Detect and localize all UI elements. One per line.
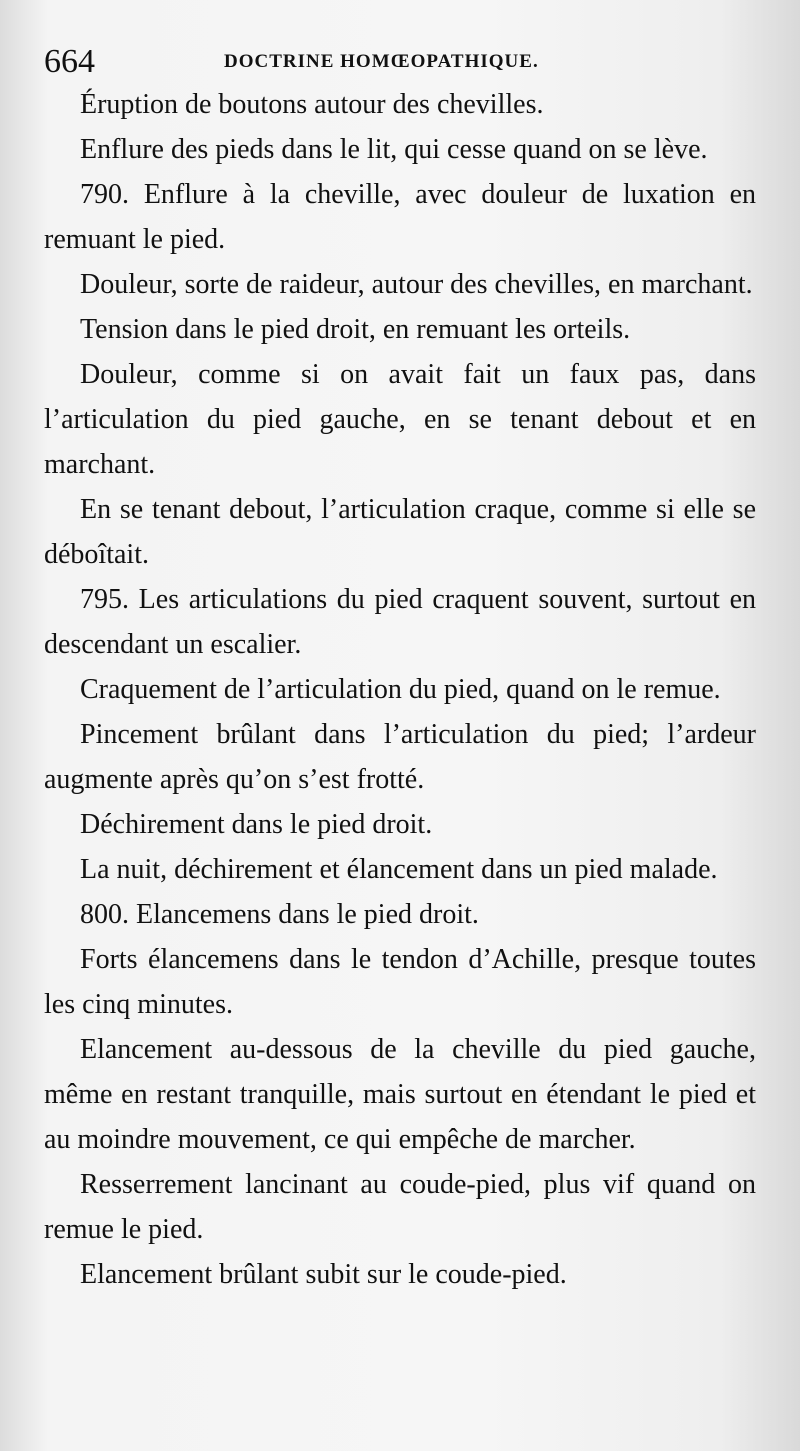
paragraph: Tension dans le pied droit, en remuant les orteils. <box>80 314 631 345</box>
paragraph: Resserrement lancinant au coude-pied, plus vif quand on remue le pied. <box>44 1169 756 1245</box>
paragraph: Pincement brûlant dans l’articulation du pied; l’ardeur augmente après qu’on s’est frotté. <box>44 719 756 795</box>
paragraph: Déchirement dans le pied droit. <box>80 809 433 840</box>
running-title: DOCTRINE HOMŒOPATHIQUE. <box>224 51 539 72</box>
page-number: 664 <box>44 43 95 80</box>
paragraph: En se tenant debout, l’articulation craque, comme si elle se déboîtait. <box>44 494 756 570</box>
paragraph: Éruption de boutons autour des chevilles. <box>80 89 544 120</box>
paragraph: Elancement au-dessous de la cheville du pied gauche, même en restant tranquille, mais surtout en étendant le pied et au moindre mouvement, ce qui empêche de marcher. <box>44 1034 756 1155</box>
body-text <box>44 82 756 1297</box>
paragraph: La nuit, déchirement et élancement dans un pied malade. <box>80 854 718 885</box>
paragraph: 795. Les articulations du pied craquent souvent, surtout en descendant un escalier. <box>44 584 756 660</box>
paragraph: Douleur, sorte de raideur, autour des chevilles, en marchant. <box>80 269 753 300</box>
page-header <box>44 42 764 82</box>
paragraph: Elancement brûlant subit sur le coude-pied. <box>80 1259 567 1290</box>
paragraph: Craquement de l’articulation du pied, quand on le remue. <box>80 674 721 705</box>
paragraph: Forts élancemens dans le tendon d’Achille, presque toutes les cinq minutes. <box>44 944 756 1020</box>
paragraph: Enflure des pieds dans le lit, qui cesse quand on se lève. <box>80 134 708 165</box>
paragraph: 790. Enflure à la cheville, avec douleur de luxation en remuant le pied. <box>44 179 756 255</box>
paragraph: 800. Elancemens dans le pied droit. <box>80 899 479 930</box>
paragraph: Douleur, comme si on avait fait un faux pas, dans l’articulation du pied gauche, en se tenant debout et en marchant. <box>44 359 756 480</box>
